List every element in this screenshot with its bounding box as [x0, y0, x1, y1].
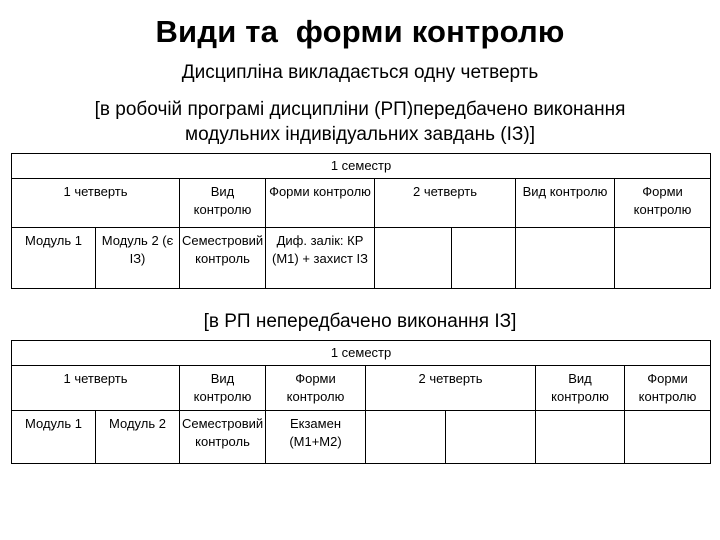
empty-cell: [366, 411, 446, 464]
control-forms-cell: Екзамен (М1+М2): [266, 411, 366, 464]
control-table-without-iz: [11, 340, 711, 464]
semester-control-cell: Семестровий контроль: [180, 228, 266, 289]
semester-header: 1 семестр: [12, 341, 711, 366]
control-type-header-2: Вид контролю: [536, 366, 625, 411]
quarter2-header: 2 четверть: [366, 366, 536, 411]
note-with-iz: [0, 97, 720, 147]
page-subtitle: Дисципліна викладається одну четверть: [181, 62, 539, 83]
quarter1-header: 1 четверть: [12, 366, 180, 411]
empty-cell: [516, 228, 615, 289]
control-forms-cell: Диф. залік: КР (М1) + захист ІЗ: [266, 228, 375, 289]
control-type-header: Вид контролю: [180, 179, 266, 228]
quarter2-header: 2 четверть: [375, 179, 516, 228]
control-type-header-2: Вид контролю: [516, 179, 615, 228]
semester-header: 1 семестр: [12, 154, 711, 179]
module1-cell: Модуль 1: [12, 411, 96, 464]
note-with-iz-line2: модульних індивідуальних завдань (ІЗ)]: [185, 124, 535, 145]
module1-cell: Модуль 1: [12, 228, 96, 289]
empty-cell: [375, 228, 452, 289]
empty-cell: [536, 411, 625, 464]
empty-cell: [446, 411, 536, 464]
semester-control-cell: Семестровий контроль: [180, 411, 266, 464]
empty-cell: [452, 228, 516, 289]
empty-cell: [615, 228, 711, 289]
control-table-with-iz: [11, 153, 711, 289]
quarter1-header: 1 четверть: [12, 179, 180, 228]
control-forms-header-2: Форми контролю: [625, 366, 711, 411]
page-title: Види та форми контролю: [155, 14, 565, 49]
empty-cell: [625, 411, 711, 464]
control-forms-header: Форми контролю: [266, 366, 366, 411]
control-type-header: Вид контролю: [180, 366, 266, 411]
module2-cell: Модуль 2: [96, 411, 180, 464]
note-with-iz-line1: [в робочій програмі дисципліни (РП)передбачено виконання: [94, 99, 626, 120]
module2-cell: Модуль 2 (є ІЗ): [96, 228, 180, 289]
control-forms-header-2: Форми контролю: [615, 179, 711, 228]
note-without-iz: [в РП непередбачено виконання ІЗ]: [203, 311, 517, 332]
control-forms-header: Форми контролю: [266, 179, 375, 228]
